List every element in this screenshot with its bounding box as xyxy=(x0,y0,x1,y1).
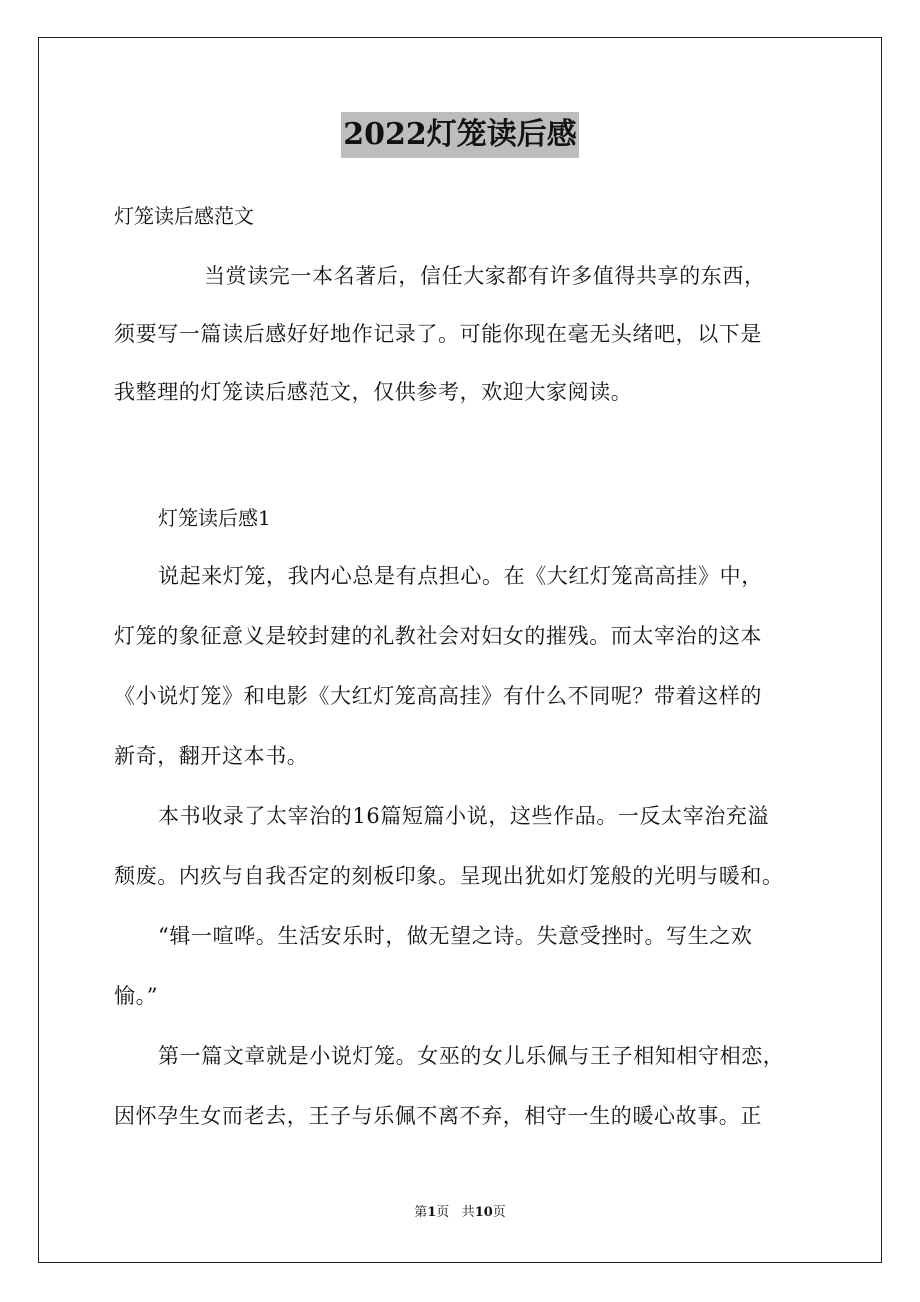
document-subtitle: 灯笼读后感范文 xyxy=(114,204,254,228)
intro-line-1: 当赏读完一本名著后，信任大家都有许多值得共享的东西， xyxy=(204,264,766,288)
body-line-7: “辑一喧哗。生活安乐时，做无望之诗。失意受挫时。写生之欢 xyxy=(158,924,753,948)
section-heading: 灯笼读后感1 xyxy=(158,506,271,530)
body-line-3: 《小说灯笼》和电影《大红灯笼高高挂》有什么不同呢？带着这样的 xyxy=(114,684,762,708)
page-footer xyxy=(0,1203,920,1223)
footer-page-word: 页 xyxy=(436,1205,450,1220)
body-line-1: 说起来灯笼，我内心总是有点担心。在《大红灯笼高高挂》中， xyxy=(158,564,763,588)
body-line-5: 本书收录了太宰治的16篇短篇小说，这些作品。一反太宰治充溢 xyxy=(158,804,770,828)
body-line-10: 因怀孕生女而老去，王子与乐佩不离不弃，相守一生的暖心故事。正 xyxy=(114,1104,762,1128)
footer-total-suffix: 页 xyxy=(492,1205,506,1220)
body-line-6: 颓废。内疚与自我否定的刻板印象。呈现出犹如灯笼般的光明与暖和。 xyxy=(114,864,784,888)
footer-prefix: 第 xyxy=(414,1205,428,1220)
intro-line-2: 须要写一篇读后感好好地作记录了。可能你现在毫无头绪吧，以下是 xyxy=(114,322,762,346)
footer-total-pages: 10 xyxy=(474,1205,493,1220)
footer-total-prefix: 共 xyxy=(461,1205,475,1220)
footer-current-page: 1 xyxy=(427,1205,437,1220)
intro-line-3: 我整理的灯笼读后感范文，仅供参考，欢迎大家阅读。 xyxy=(114,380,633,404)
title-container xyxy=(0,112,920,158)
body-line-8: 愉。” xyxy=(114,984,159,1008)
document-title: 2022灯笼读后感 xyxy=(341,112,579,158)
body-line-2: 灯笼的象征意义是较封建的礼教社会对妇女的摧残。而太宰治的这本 xyxy=(114,624,762,648)
body-line-9: 第一篇文章就是小说灯笼。女巫的女儿乐佩与王子相知相守相恋， xyxy=(158,1044,785,1068)
body-line-4: 新奇，翻开这本书。 xyxy=(114,744,309,768)
